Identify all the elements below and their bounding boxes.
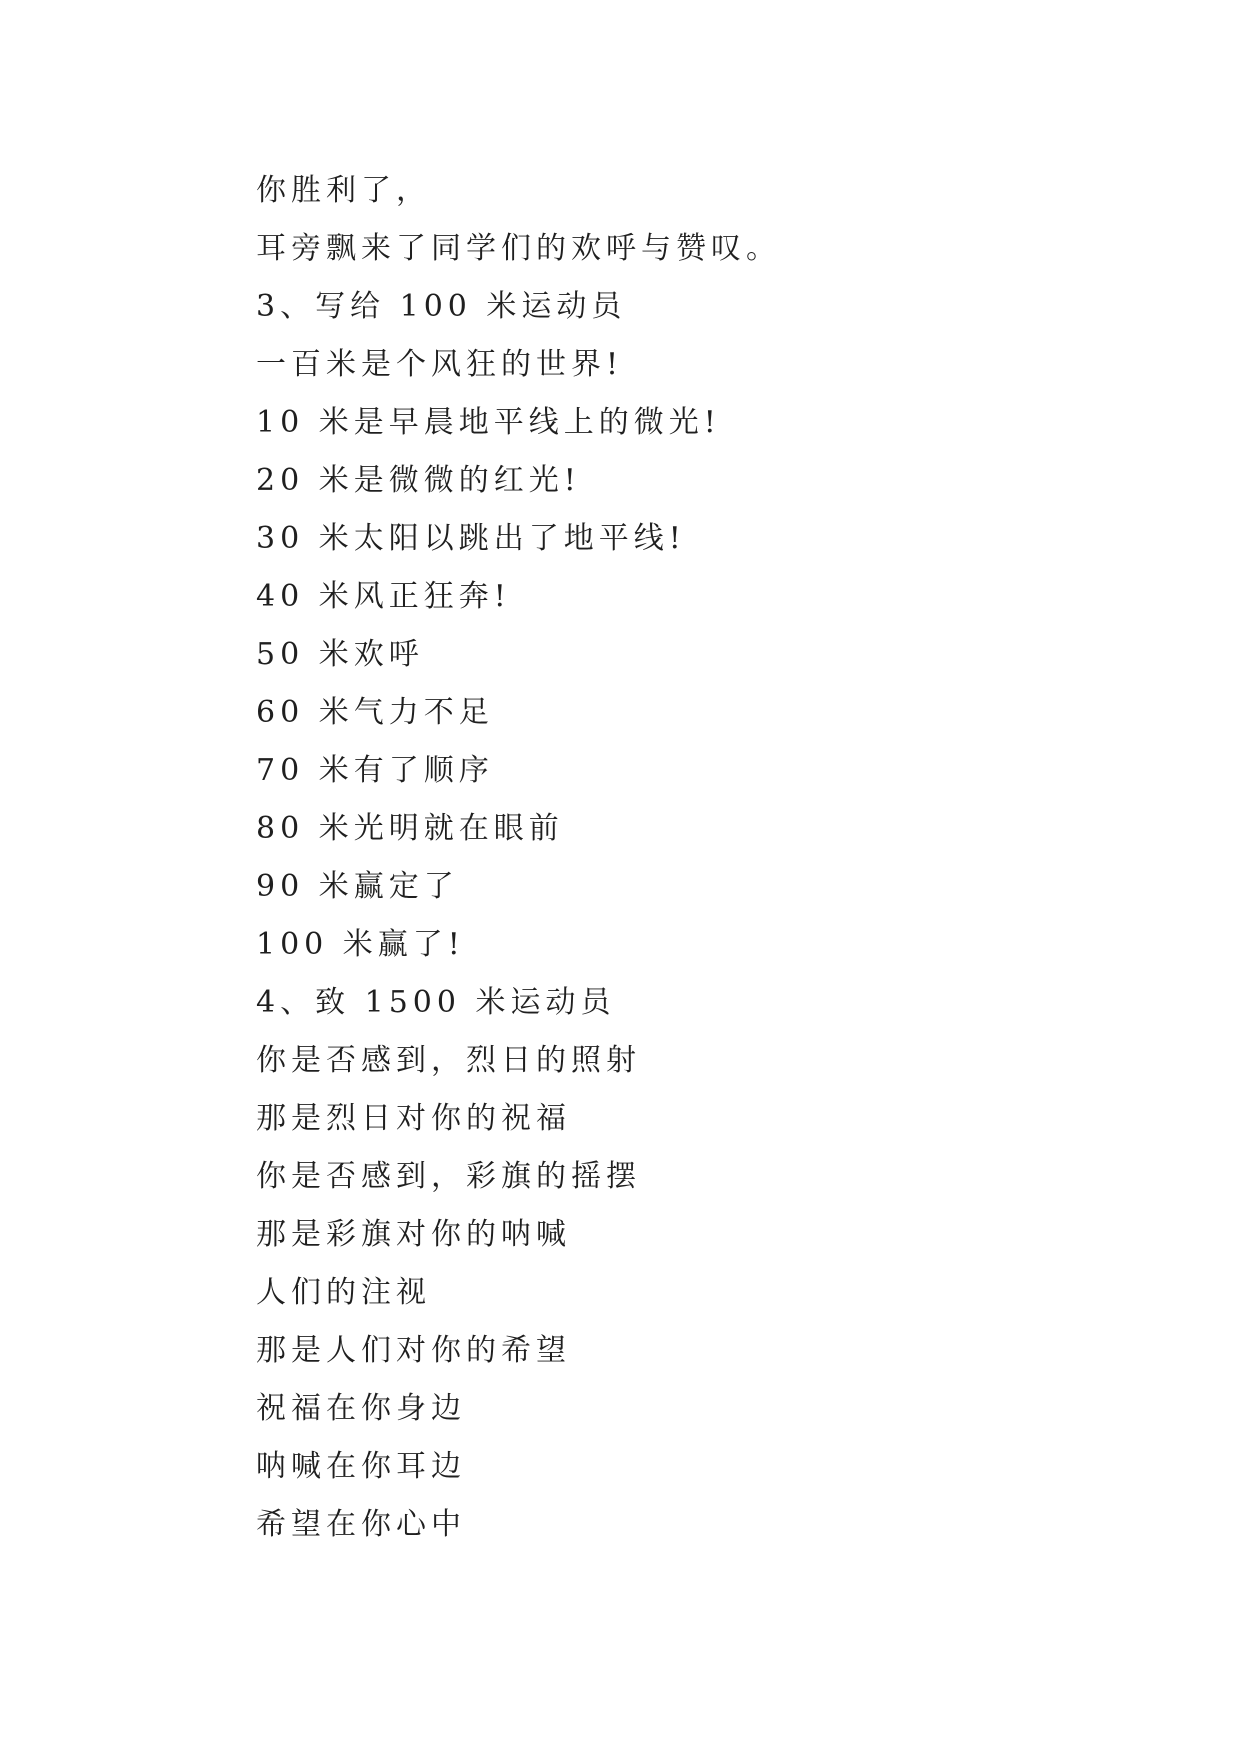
text-line: 30 米太阳以跳出了地平线!: [256, 521, 686, 556]
text-line: 80 米光明就在眼前: [256, 811, 564, 846]
text-line: 100 米赢了!: [256, 927, 465, 962]
text-line: 你胜利了，: [256, 173, 431, 208]
text-line: 呐喊在你耳边: [256, 1449, 466, 1484]
text-line: 你是否感到，彩旗的摇摆: [256, 1159, 641, 1194]
text-line: 70 米有了顺序: [256, 753, 494, 788]
text-line: 你是否感到，烈日的照射: [256, 1043, 641, 1078]
text-line: 那是彩旗对你的呐喊: [256, 1217, 571, 1252]
section-heading: 4、致 1500 米运动员: [256, 985, 616, 1020]
section-heading: 3、写给 100 米运动员: [256, 289, 627, 324]
text-line: 耳旁飘来了同学们的欢呼与赞叹。: [256, 231, 781, 266]
poem-text-block: [256, 162, 1136, 1554]
text-line: 10 米是早晨地平线上的微光!: [256, 405, 721, 440]
text-line: 祝福在你身边: [256, 1391, 466, 1426]
text-line: 一百米是个风狂的世界!: [256, 347, 624, 382]
text-line: 那是人们对你的希望: [256, 1333, 571, 1368]
text-line: 90 米赢定了: [256, 869, 459, 904]
text-line: 60 米气力不足: [256, 695, 494, 730]
text-line: 50 米欢呼: [256, 637, 424, 672]
text-line: 20 米是微微的红光!: [256, 463, 581, 498]
text-line: 希望在你心中: [256, 1507, 466, 1542]
text-line: 那是烈日对你的祝福: [256, 1101, 571, 1136]
text-line: 40 米风正狂奔!: [256, 579, 511, 614]
text-line: 人们的注视: [256, 1275, 431, 1310]
